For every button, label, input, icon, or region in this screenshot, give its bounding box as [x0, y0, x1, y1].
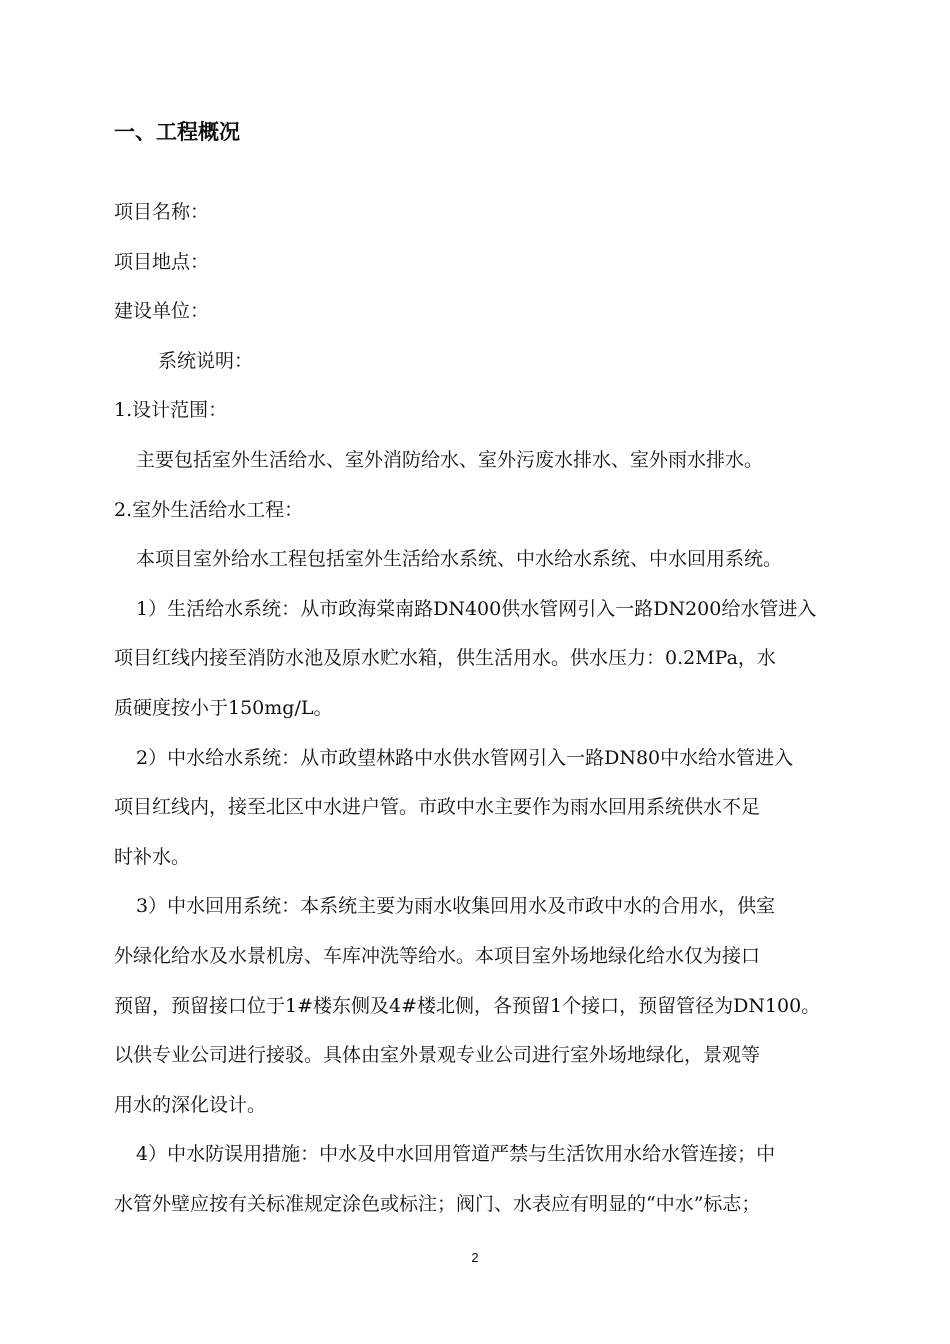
paragraph-line: 外绿化给水及水景机房、车库冲洗等给水。本项目室外场地绿化给水仅为接口	[114, 944, 761, 967]
line-construction-unit: 建设单位：	[114, 300, 210, 323]
line-design-scope-body: 主要包括室外生活给水、室外消防给水、室外污废水排水、室外雨水排水。	[136, 448, 764, 471]
paragraph-line: 2）中水给水系统：从市政望林路中水供水管网引入一路DN80中水给水管进入	[136, 746, 794, 769]
line-project-location: 项目地点：	[114, 250, 210, 273]
paragraph-line: 项目红线内接至消防水池及原水贮水箱，供生活用水。供水压力：0.2MPa，水	[114, 647, 776, 670]
paragraph-line: 时补水。	[114, 845, 191, 868]
line-project-name: 项目名称：	[114, 201, 210, 223]
paragraph-line: 3）中水回用系统：本系统主要为雨水收集回用水及市政中水的合用水，供室	[136, 895, 776, 918]
paragraph-line: 水管外壁应按有关标准规定涂色或标注；阀门、水表应有明显的“中水”标志；	[114, 1192, 761, 1215]
page-number: 2	[471, 1250, 479, 1265]
paragraph-line: 4）中水防误用措施：中水及中水回用管道严禁与生活饮用水给水管连接；中	[136, 1143, 776, 1166]
paragraph-line: 项目红线内，接至北区中水进户管。市政中水主要作为雨水回用系统供水不足	[114, 796, 761, 819]
line-system-description: 系统说明：	[158, 349, 254, 372]
paragraph-line: 质硬度按小于150mg/L。	[114, 696, 333, 719]
paragraph-line: 预留，预留接口位于1#楼东侧及4#楼北侧，各预留1个接口，预留管径为DN100。	[114, 994, 821, 1017]
line-design-scope-title: 1.设计范围：	[114, 399, 228, 422]
paragraph-line: 本项目室外给水工程包括室外生活给水系统、中水给水系统、中水回用系统。	[136, 548, 783, 571]
paragraph-line: 1）生活给水系统：从市政海棠南路DN400供水管网引入一路DN200给水管进入	[136, 597, 817, 620]
body-text	[114, 188, 884, 1229]
paragraph-line: 以供专业公司进行接驳。具体由室外景观专业公司进行室外场地绿化，景观等	[114, 1044, 761, 1067]
line-water-supply-title: 2.室外生活给水工程：	[114, 498, 304, 521]
paragraph-line: 用水的深化设计。	[114, 1093, 267, 1116]
section-heading: 一、工程概况	[114, 120, 240, 144]
